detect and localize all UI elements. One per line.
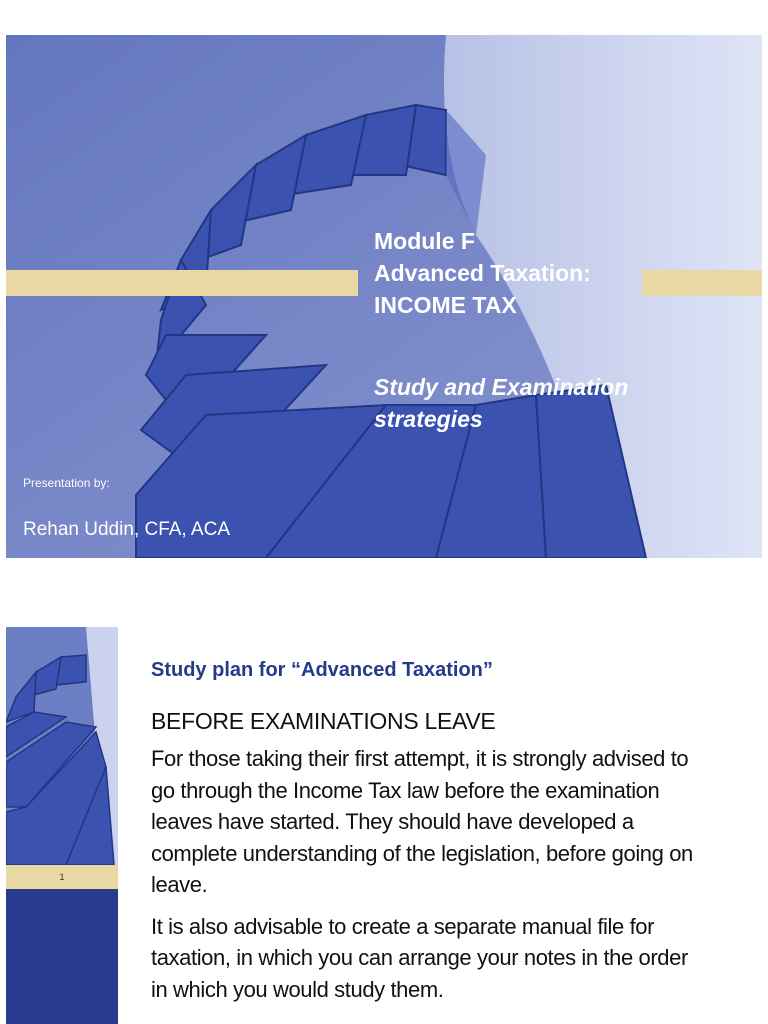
paragraph-1-line-2: go through the Income Tax law before the examination	[151, 777, 660, 803]
paragraph-2	[151, 911, 751, 1006]
paragraph-1-line-3: leaves have started. They should have developed a	[151, 809, 634, 834]
staircase-thumbnail-image	[6, 627, 118, 865]
paragraph-1-line-4: complete understanding of the legislation, before going on	[151, 840, 693, 866]
title-line-3: INCOME TAX	[374, 292, 517, 318]
slide-title	[374, 225, 591, 321]
paragraph-2-line-3: in which you would study them.	[151, 976, 444, 1002]
slide-content	[151, 659, 751, 1015]
paragraph-2-line-1: It is also advisable to create a separate manual file for	[151, 913, 655, 939]
title-slide	[6, 35, 762, 558]
accent-band-left	[6, 270, 358, 296]
subtitle-line-1: Study and Examination	[374, 374, 629, 400]
slide-subtitle	[374, 371, 744, 435]
presenter-label: Presentation by:	[23, 476, 110, 490]
presenter-name: Rehan Uddin, CFA, ACA	[23, 519, 230, 540]
paragraph-1-line-1: For those taking their first attempt, it is strongly advised to	[151, 746, 689, 771]
accent-band-right	[642, 270, 762, 296]
subtitle-line-2: strategies	[374, 406, 483, 432]
page-number: 1	[6, 865, 118, 889]
content-slide	[6, 627, 762, 1024]
title-line-1: Module F	[374, 228, 475, 254]
side-panel	[6, 889, 118, 1024]
title-line-2: Advanced Taxation:	[374, 260, 591, 286]
paragraph-2-line-2: taxation, in which you can arrange your notes in the order	[151, 945, 688, 970]
slide-heading: Study plan for “Advanced Taxation”	[151, 659, 493, 681]
paragraph-1	[151, 743, 751, 901]
staircase-thumbnail	[6, 627, 118, 865]
paragraph-1-line-5: leave.	[151, 872, 208, 897]
section-title: BEFORE EXAMINATIONS LEAVE	[151, 708, 496, 734]
